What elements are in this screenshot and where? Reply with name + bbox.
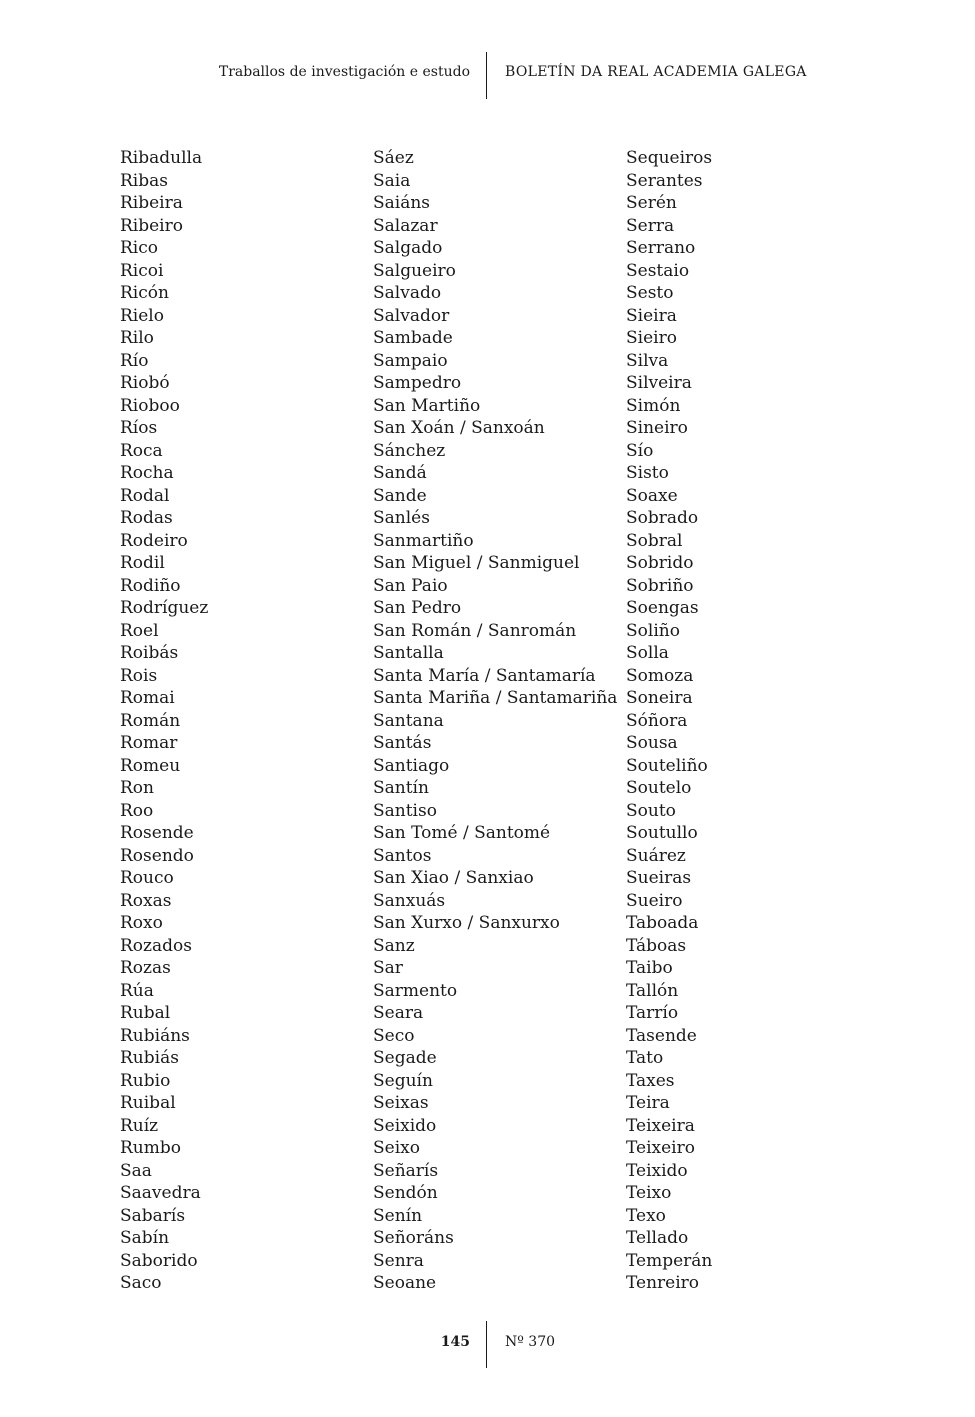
surname-entry: Seoane — [373, 1273, 437, 1293]
issue-number: Nº 370 — [505, 1334, 556, 1350]
surname-entry: Sousa — [626, 733, 678, 753]
surname-entry: Serantes — [626, 170, 703, 191]
surname-entry: Santiso — [373, 800, 437, 821]
surname-entry: Senín — [373, 1205, 423, 1226]
surname-entry: Sampedro — [373, 373, 462, 393]
surname-entry: Soengas — [626, 598, 699, 618]
surname-column-3 — [626, 147, 712, 1295]
surname-entry: Señoráns — [373, 1228, 454, 1248]
surname-entry: Soaxe — [626, 485, 678, 506]
surname-entry: Sueiro — [626, 890, 683, 911]
surname-entry: Ribas — [120, 170, 168, 191]
surname-entry: Sío — [626, 440, 654, 461]
surname-entry: Seco — [373, 1025, 415, 1046]
surname-entry: Taxes — [626, 1070, 675, 1091]
surname-entry: Sabín — [120, 1228, 170, 1248]
surname-entry: Silveira — [626, 373, 692, 393]
surname-entry: Rosendo — [120, 845, 194, 866]
surname-entry: Ribeiro — [120, 215, 183, 236]
surname-entry: Somoza — [626, 665, 694, 686]
surname-entry: Silva — [626, 350, 669, 371]
surname-entry: Sandá — [373, 463, 427, 483]
surname-entry: Soutelo — [626, 778, 692, 798]
surname-entry: Teixeiro — [626, 1138, 695, 1158]
surname-entry: San Tomé / Santomé — [373, 823, 551, 843]
surname-entry: Tarrío — [626, 1003, 679, 1023]
surname-entry: Rois — [120, 665, 158, 686]
surname-entry: Saia — [373, 170, 411, 191]
surname-entry: Serén — [626, 193, 677, 213]
surname-column-1 — [120, 147, 208, 1295]
surname-entry: Román — [120, 710, 181, 731]
surname-entry: Santín — [373, 778, 429, 798]
surname-entry: Rubio — [120, 1070, 171, 1091]
surname-entry: Rielo — [120, 305, 164, 326]
surname-entry: Rubiás — [120, 1048, 179, 1068]
surname-entry: Rumbo — [120, 1138, 181, 1158]
surname-entry: Teixeira — [626, 1115, 695, 1136]
surname-entry: Sande — [373, 485, 427, 506]
surname-entry: Tato — [626, 1048, 664, 1068]
surname-entry: San Román / Sanromán — [373, 620, 577, 641]
surname-entry: Sueiras — [626, 868, 692, 888]
surname-entry: San Xoán / Sanxoán — [373, 418, 545, 438]
surname-entry: Texo — [626, 1205, 666, 1226]
surname-entry: Sanxuás — [373, 890, 446, 911]
surname-entry: Táboas — [626, 935, 687, 956]
surname-entry: Rubiáns — [120, 1025, 190, 1046]
surname-entry: Rodiño — [120, 575, 181, 596]
surname-entry: Santana — [373, 710, 444, 731]
surname-entry: San Pedro — [373, 598, 462, 618]
surname-entry: Ricoi — [120, 260, 164, 281]
surname-entry: Sestaio — [626, 260, 690, 281]
surname-entry: Sanz — [373, 935, 415, 956]
surname-entry: Rodeiro — [120, 530, 188, 551]
surname-entry: Romai — [120, 688, 175, 708]
surname-entry: Salvador — [373, 305, 450, 326]
surname-entry: Rocha — [120, 463, 174, 483]
surname-entry: Sabarís — [120, 1205, 186, 1226]
surname-entry: San Xurxo / Sanxurxo — [373, 913, 560, 933]
surname-entry: Río — [120, 350, 149, 371]
surname-entry: Romar — [120, 733, 178, 753]
surname-entry: Rodal — [120, 485, 170, 506]
surname-entry: San Xiao / Sanxiao — [373, 868, 534, 888]
surname-entry: Ruíz — [120, 1115, 159, 1136]
surname-entry: Saco — [120, 1273, 162, 1293]
surname-entry: Sobrido — [626, 553, 694, 573]
footer-divider — [486, 1321, 487, 1368]
surname-entry: Salgueiro — [373, 260, 456, 281]
surname-entry: Saavedra — [120, 1183, 201, 1203]
surname-entry: Ricón — [120, 283, 169, 303]
surname-entry: Riobó — [120, 373, 170, 393]
surname-entry: Sáez — [373, 148, 414, 168]
surname-entry: Sánchez — [373, 440, 446, 461]
surname-entry: Santa Mariña / Santamariña — [373, 688, 618, 708]
surname-entry: Santa María / Santamaría — [373, 665, 596, 686]
surname-entry: Senra — [373, 1250, 424, 1271]
surname-entry: Sieiro — [626, 328, 677, 348]
surname-entry: Rodríguez — [120, 598, 209, 618]
running-header-section: Traballos de investigación e estudo — [218, 64, 470, 80]
surname-entry: Romeu — [120, 755, 181, 776]
surname-entry: Sampaio — [373, 350, 448, 371]
surname-entry: Sobral — [626, 530, 683, 551]
surname-entry: Santás — [373, 733, 432, 753]
surname-entry: Solla — [626, 643, 669, 663]
surname-entry: Soneira — [626, 688, 693, 708]
surname-entry: Sar — [373, 958, 403, 978]
surname-entry: Simón — [626, 395, 681, 416]
surname-entry: Ribeira — [120, 193, 183, 213]
surname-entry: Sendón — [373, 1183, 438, 1203]
surname-entry: Rilo — [120, 328, 154, 348]
surname-entry: Temperán — [626, 1250, 713, 1271]
surname-entry: Saborido — [120, 1250, 198, 1271]
surname-entry: Señarís — [373, 1160, 439, 1181]
surname-entry: Soutullo — [626, 823, 698, 843]
running-header-journal: BOLETÍN DA REAL ACADEMIA GALEGA — [505, 64, 807, 80]
surname-entry: Seara — [373, 1003, 424, 1023]
header-divider — [486, 52, 487, 99]
surname-entry: San Martiño — [373, 395, 481, 416]
surname-entry: Sanmartiño — [373, 530, 474, 551]
surname-entry: Sobrado — [626, 508, 699, 528]
surname-entry: Sóñora — [626, 710, 688, 731]
surname-entry: Ribadulla — [120, 148, 203, 168]
surname-entry: Roca — [120, 440, 163, 461]
page-number: 145 — [440, 1334, 470, 1350]
surname-entry: Sanlés — [373, 508, 430, 528]
surname-entry: Ron — [120, 778, 154, 798]
surname-entry: Teira — [626, 1093, 670, 1113]
surname-entry: Santalla — [373, 643, 444, 663]
surname-entry: Rico — [120, 238, 158, 258]
surname-entry: Sisto — [626, 463, 669, 483]
surname-entry: Sobriño — [626, 575, 694, 596]
surname-entry: Taibo — [626, 958, 673, 978]
surname-entry: Seixido — [373, 1115, 437, 1136]
surname-entry: Rosende — [120, 823, 194, 843]
surname-entry: Sineiro — [626, 418, 688, 438]
surname-entry: Rioboo — [120, 395, 180, 416]
surname-entry: Seixo — [373, 1138, 420, 1158]
surname-entry: Sieira — [626, 305, 677, 326]
surname-entry: Suárez — [626, 845, 686, 866]
surname-entry: Roxas — [120, 890, 172, 911]
surname-entry: Roibás — [120, 643, 179, 663]
surname-entry: Salgado — [373, 238, 443, 258]
surname-entry: Teixido — [626, 1160, 688, 1181]
surname-entry: Rozas — [120, 958, 171, 978]
surname-entry: Sequeiros — [626, 148, 713, 168]
surname-entry: Salvado — [373, 283, 442, 303]
surname-entry: San Paio — [373, 575, 448, 596]
surname-entry: Seixas — [373, 1093, 429, 1113]
surname-entry: Sesto — [626, 283, 674, 303]
surname-entry: Rouco — [120, 868, 174, 888]
surname-entry: Rodil — [120, 553, 165, 573]
surname-entry: Saa — [120, 1160, 152, 1181]
surname-entry: Ríos — [120, 418, 158, 438]
surname-entry: Tenreiro — [626, 1273, 700, 1293]
surname-entry: Rubal — [120, 1003, 171, 1023]
surname-entry: Souteliño — [626, 755, 708, 776]
surname-entry: San Miguel / Sanmiguel — [373, 553, 580, 573]
surname-entry: Serra — [626, 215, 675, 236]
surname-entry: Segade — [373, 1048, 437, 1068]
surname-entry: Rodas — [120, 508, 173, 528]
surname-entry: Rúa — [120, 980, 154, 1001]
surname-entry: Sarmento — [373, 980, 458, 1001]
surname-column-2 — [373, 147, 617, 1295]
surname-entry: Soliño — [626, 620, 680, 641]
surname-entry: Souto — [626, 800, 676, 821]
surname-entry: Santos — [373, 845, 432, 866]
surname-entry: Salazar — [373, 215, 438, 236]
surname-entry: Tasende — [626, 1025, 697, 1046]
surname-entry: Ruibal — [120, 1093, 176, 1113]
surname-entry: Seguín — [373, 1070, 433, 1091]
surname-entry: Santiago — [373, 755, 450, 776]
surname-entry: Tellado — [626, 1228, 689, 1248]
surname-entry: Roo — [120, 800, 154, 821]
surname-entry: Taboada — [626, 913, 699, 933]
surname-entry: Saiáns — [373, 193, 431, 213]
surname-entry: Roxo — [120, 913, 163, 933]
surname-entry: Roel — [120, 620, 159, 641]
surname-entry: Sambade — [373, 328, 453, 348]
surname-entry: Teixo — [626, 1183, 672, 1203]
surname-entry: Tallón — [626, 980, 679, 1001]
surname-entry: Rozados — [120, 935, 192, 956]
surname-entry: Serrano — [626, 238, 696, 258]
